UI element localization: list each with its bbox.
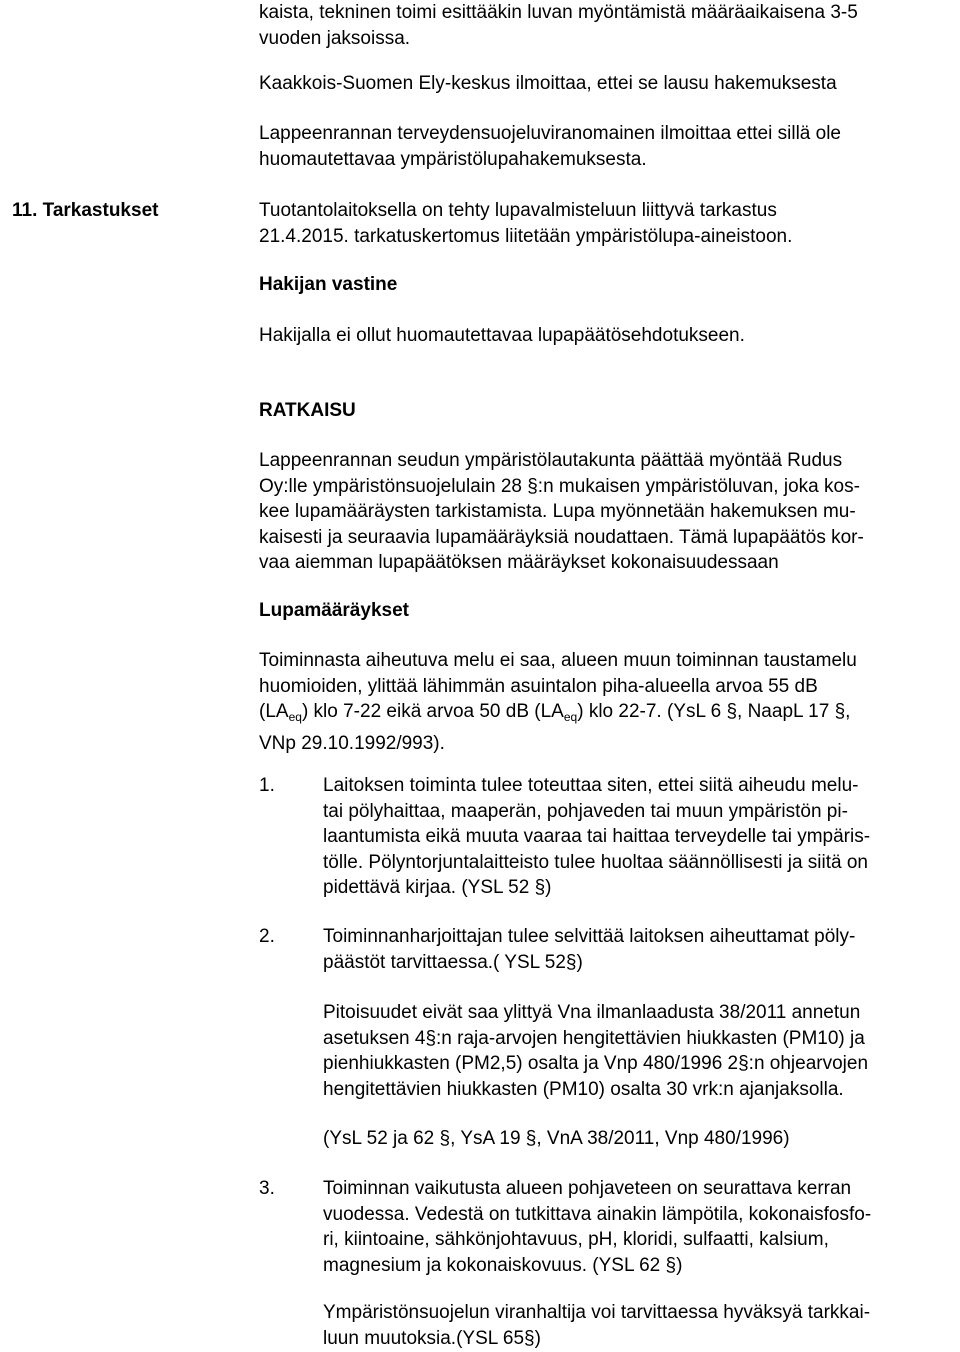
- text-line: [259, 701, 850, 722]
- text-line: tölle. Pölyntorjuntalaitteisto tulee huoltaa säännöllisesti ja siitä on: [323, 851, 868, 873]
- text-line: kee lupamääräysten tarkistamista. Lupa myönnetään hakemuksen mu-: [259, 501, 856, 522]
- text-line: Lappeenrannan terveydensuojeluviranomainen ilmoittaa ettei sillä ole: [259, 123, 841, 144]
- text-line: laantumista eikä muuta vaaraa tai haittaa terveydelle tai ympäris-: [323, 826, 871, 847]
- list-item-number: 1.: [259, 775, 275, 796]
- text-line: luun muutoksia.(YSL 65§): [323, 1327, 541, 1349]
- text-line: pienhiukkasten (PM2,5) osalta ja Vnp 480/1996 2§:n ohjearvojen: [323, 1053, 869, 1074]
- text-line: kaista, tekninen toimi esittääkin luvan myöntämistä määräaikaisena 3-5: [259, 2, 858, 23]
- applicant-response-heading: Hakijan vastine: [259, 274, 398, 295]
- text-line: huomioiden, ylittää lähimmän asuintalon piha-alueella arvoa 55 dB: [259, 675, 818, 697]
- text-line: vaa aiemman lupapäätöksen määräykset kokonaisuudessaan: [259, 552, 779, 573]
- text-line: kaisesti ja seuraavia lupamääräyksiä noudattaen. Tämä lupapäätös kor-: [259, 526, 864, 548]
- text-line: Tuotantolaitoksella on tehty lupavalmisteluun liittyvä tarkastus: [259, 200, 777, 221]
- text-line: Toiminnasta aiheutuva melu ei saa, alueen muun toiminnan taustamelu: [259, 650, 857, 671]
- subscript: eq: [288, 710, 302, 724]
- health-authority-statement: [259, 121, 931, 172]
- section-heading-tarkastukset: 11. Tarkastukset: [12, 200, 159, 221]
- list-item-legal-reference: (YsL 52 ja 62 §, YsA 19 §, VnA 38/2011, Vnp 480/1996): [323, 1128, 790, 1149]
- text-fragment: (LA: [259, 701, 289, 722]
- text-fragment: ) klo 22-7. (YsL 6 §, NaapL 17 §,: [577, 701, 851, 722]
- text-line: vuoden jaksoissa.: [259, 27, 411, 49]
- list-item-number: 2.: [259, 926, 275, 947]
- decision-paragraph: [259, 448, 931, 576]
- subscript: eq: [563, 710, 578, 724]
- text-line: Pitoisuudet eivät saa ylittyä Vna ilmanlaadusta 38/2011 annetun: [323, 1002, 861, 1023]
- text-fragment: ) klo 7-22 eikä arvoa 50 dB (LA: [301, 701, 564, 722]
- text-line: asetuksen 4§:n raja-arvojen hengitettävien hiukkasten (PM10) ja: [323, 1027, 865, 1049]
- text-line: hengitettävien hiukkasten (PM10) osalta 30 vrk:n ajanjaksolla.: [323, 1078, 844, 1100]
- text-line: pidettävä kirjaa. (YSL 52 §): [323, 877, 552, 898]
- list-item-subparagraph: [323, 1300, 931, 1351]
- text-line: päästöt tarvittaessa.( YSL 52§): [323, 951, 583, 973]
- text-line: Kaakkois-Suomen Ely-keskus ilmoittaa, ettei se lausu hakemuksesta: [259, 73, 837, 94]
- list-item-number: 3.: [259, 1178, 275, 1199]
- text-line: Ympäristönsuojelun viranhaltija voi tarvittaessa hyväksyä tarkkai-: [323, 1302, 871, 1323]
- list-item-text: [323, 1176, 931, 1278]
- noise-regulation-paragraph: [259, 648, 931, 756]
- text-line: Toiminnanharjoittajan tulee selvittää laitoksen aiheuttamat pöly-: [323, 926, 856, 947]
- ely-statement: [259, 71, 931, 97]
- text-line: Oy:lle ympäristönsuojelulain 28 §:n mukaisen ympäristöluvan, joka kos-: [259, 475, 860, 497]
- text-line: 21.4.2015. tarkatuskertomus liitetään ympäristölupa-aineistoon.: [259, 225, 793, 247]
- list-item-subparagraph: [323, 1000, 931, 1102]
- permit-regulations-heading: Lupamääräykset: [259, 600, 409, 621]
- decision-heading: RATKAISU: [259, 400, 356, 421]
- applicant-response-text: Hakijalla ei ollut huomautettavaa lupapäätösehdotukseen.: [259, 325, 745, 346]
- text-line: Laitoksen toiminta tulee toteuttaa siten, ettei siitä aiheudu melu-: [323, 775, 859, 796]
- text-line: tai pölyhaittaa, maaperän, pohjaveden tai muun ympäristön pi-: [323, 800, 848, 822]
- text-line: ri, kiintoaine, sähkönjohtavuus, pH, kloridi, sulfaatti, kalsium,: [323, 1229, 829, 1250]
- text-line: magnesium ja kokonaiskovuus. (YSL 62 §): [323, 1254, 683, 1276]
- text-line: Toiminnan vaikutusta alueen pohjaveteen on seurattava kerran: [323, 1178, 852, 1199]
- text-line: Lappeenrannan seudun ympäristölautakunta päättää myöntää Rudus: [259, 450, 843, 471]
- text-line: huomautettavaa ympäristölupahakemuksesta.: [259, 148, 647, 170]
- list-item-text: [323, 924, 931, 975]
- list-item-text: [323, 773, 931, 901]
- text-line: vuodessa. Vedestä on tutkittava ainakin lämpötila, kokonaisfosfo-: [323, 1203, 872, 1225]
- text-line: VNp 29.10.1992/993).: [259, 732, 445, 754]
- inspection-paragraph: [259, 198, 931, 249]
- intro-paragraph: [259, 0, 931, 51]
